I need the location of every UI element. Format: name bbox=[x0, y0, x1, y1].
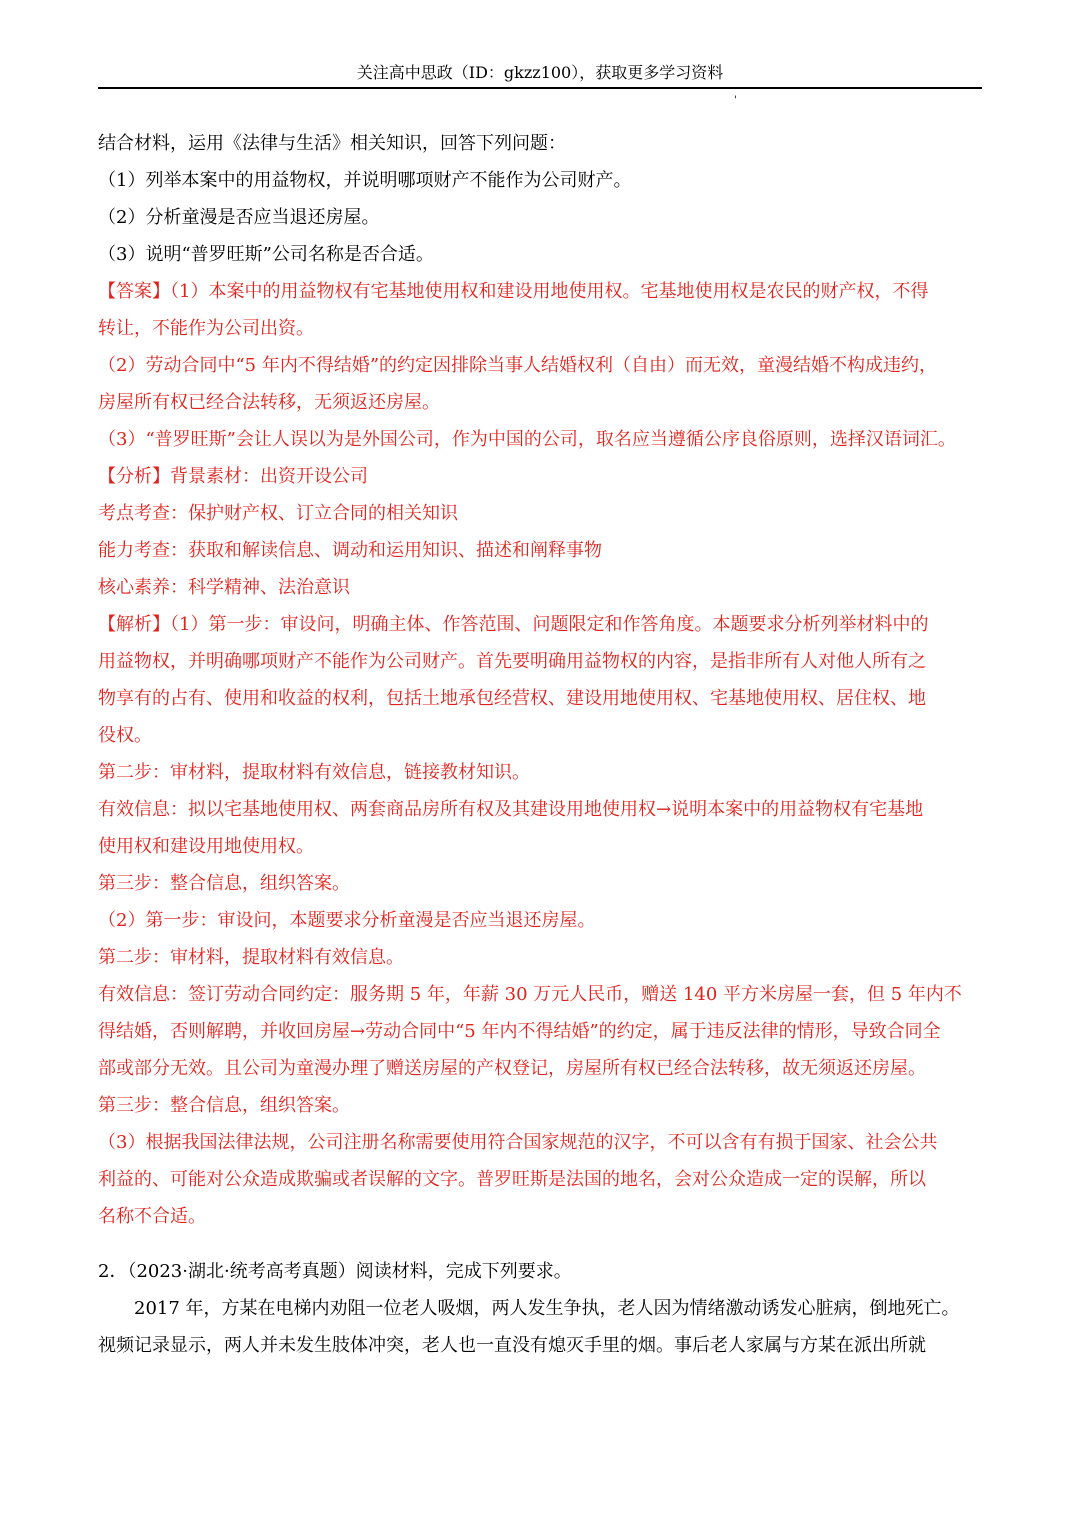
explanation-line: 名称不合适。 bbox=[98, 1206, 206, 1227]
explanation-line: 有效信息：签订劳动合同约定：服务期 5 年，年薪 30 万元人民币，赠送 140 平方米房屋一套，但 5 年内不 bbox=[98, 984, 962, 1005]
analysis-line: 考点考查：保护财产权、订立合同的相关知识 bbox=[98, 503, 458, 524]
section-gap bbox=[98, 1235, 988, 1253]
question-2-title: 2．（2023·湖北·统考高考真题）阅读材料，完成下列要求。 bbox=[98, 1261, 572, 1282]
material-paragraph: 2017 年，方某在电梯内劝阻一位老人吸烟，两人发生争执，老人因为情绪激动诱发心脏病，倒地死亡。 bbox=[134, 1298, 960, 1319]
explanation-line: 物享有的占有、使用和收益的权利，包括土地承包经营权、建设用地使用权、宅基地使用权、居住权、地 bbox=[98, 688, 926, 709]
explanation-line: 第三步：整合信息，组织答案。 bbox=[98, 873, 350, 894]
question-2: （2）分析童漫是否应当退还房屋。 bbox=[98, 207, 380, 228]
answer-line: 转让，不能作为公司出资。 bbox=[98, 318, 314, 339]
explanation-line: 部或部分无效。且公司为童漫办理了赠送房屋的产权登记，房屋所有权已经合法转移，故无须返还房屋。 bbox=[98, 1058, 926, 1079]
page-header: 关注高中思政（ID：gkzz100），获取更多学习资料 bbox=[356, 63, 724, 82]
explanation-line: 第三步：整合信息，组织答案。 bbox=[98, 1095, 350, 1116]
explanation-line: 有效信息：拟以宅基地使用权、两套商品房所有权及其建设用地使用权→说明本案中的用益物权有宅基地 bbox=[98, 799, 924, 820]
answer-line: 房屋所有权已经合法转移，无须返还房屋。 bbox=[98, 392, 440, 413]
question-intro: 结合材料，运用《法律与生活》相关知识，回答下列问题： bbox=[98, 133, 566, 154]
explanation-line: （2）第一步：审设问，本题要求分析童漫是否应当退还房屋。 bbox=[98, 910, 596, 931]
explanation-line: 得结婚，否则解聘，并收回房屋→劳动合同中“5 年内不得结婚”的约定，属于违反法律的情形，导致合同全 bbox=[98, 1021, 941, 1042]
material-paragraph: 视频记录显示，两人并未发生肢体冲突，老人也一直没有熄灭手里的烟。事后老人家属与方某在派出所就 bbox=[98, 1335, 926, 1356]
analysis-line: 【分析】背景素材：出资开设公司 bbox=[98, 466, 368, 487]
analysis-line: 核心素养：科学精神、法治意识 bbox=[98, 577, 350, 598]
answer-line: 【答案】（1）本案中的用益物权有宅基地使用权和建设用地使用权。宅基地使用权是农民的财产权，不得 bbox=[98, 281, 929, 302]
question-1: （1）列举本案中的用益物权，并说明哪项财产不能作为公司财产。 bbox=[98, 170, 632, 191]
answer-line: （2）劳动合同中“5 年内不得结婚”的约定因排除当事人结婚权利（自由）而无效，童漫结婚不构成违约， bbox=[98, 355, 938, 376]
header-divider bbox=[98, 87, 982, 89]
answer-line: （3）“普罗旺斯”会让人误以为是外国公司，作为中国的公司，取名应当遵循公序良俗原则，选择汉语词汇。 bbox=[98, 429, 956, 450]
explanation-line: 【解析】（1）第一步：审设问，明确主体、作答范围、问题限定和作答角度。本题要求分析列举材料中的 bbox=[98, 614, 929, 635]
explanation-line: 第二步：审材料，提取材料有效信息。 bbox=[98, 947, 404, 968]
explanation-line: （3）根据我国法律法规，公司注册名称需要使用符合国家规范的汉字，不可以含有有损于国家、社会公共 bbox=[98, 1132, 938, 1153]
explanation-line: 使用权和建设用地使用权。 bbox=[98, 836, 314, 857]
document-body bbox=[98, 125, 988, 1364]
explanation-line: 用益物权，并明确哪项财产不能作为公司财产。首先要明确用益物权的内容，是指非所有人对他人所有之 bbox=[98, 651, 926, 672]
question-3: （3）说明“普罗旺斯”公司名称是否合适。 bbox=[98, 244, 434, 265]
header-mark: ' bbox=[734, 95, 737, 106]
explanation-line: 役权。 bbox=[98, 725, 152, 746]
explanation-line: 利益的、可能对公众造成欺骗或者误解的文字。普罗旺斯是法国的地名，会对公众造成一定的误解，所以 bbox=[98, 1169, 926, 1190]
analysis-line: 能力考查：获取和解读信息、调动和运用知识、描述和阐释事物 bbox=[98, 540, 602, 561]
explanation-line: 第二步：审材料，提取材料有效信息，链接教材知识。 bbox=[98, 762, 530, 783]
